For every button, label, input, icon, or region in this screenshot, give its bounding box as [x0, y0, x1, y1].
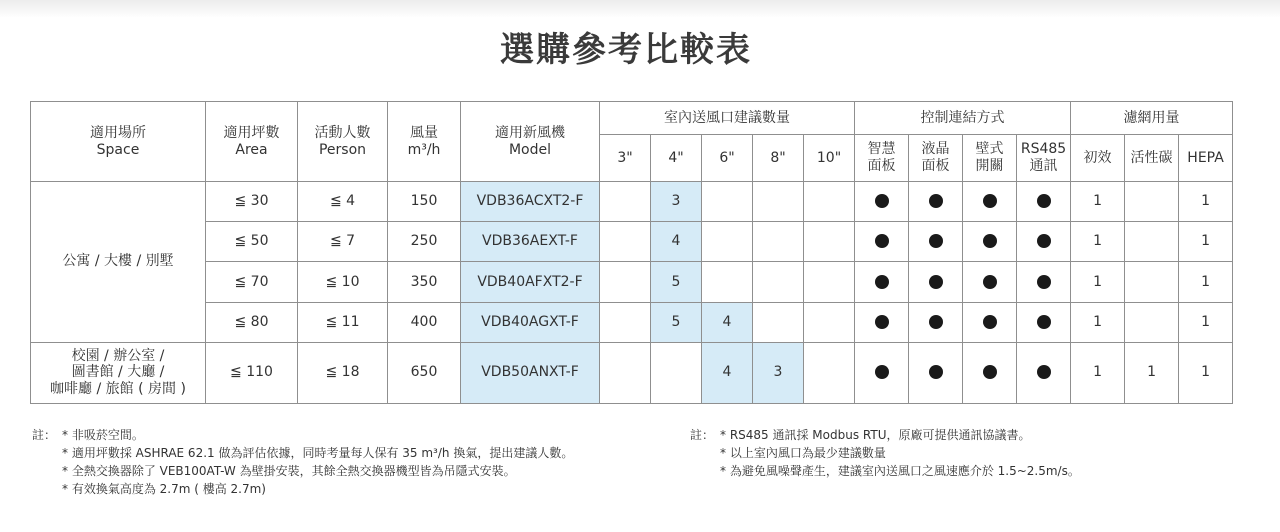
header-control-line: 壁式	[975, 141, 1004, 158]
control-cell	[909, 342, 963, 403]
outlet-cell: 4	[651, 222, 702, 262]
outlet-cell: 5	[651, 302, 702, 342]
control-cell	[909, 262, 963, 302]
airflow-cell: 150	[388, 182, 461, 222]
header-control-smart-panel	[855, 135, 909, 182]
outlet-cell	[600, 262, 651, 302]
dot-icon	[983, 194, 997, 208]
outlet-cell	[600, 302, 651, 342]
dot-icon	[875, 365, 889, 379]
outlet-cell	[753, 182, 804, 222]
dot-icon	[983, 275, 997, 289]
area-cell: ≦ 80	[206, 302, 298, 342]
dot-icon	[1037, 194, 1051, 208]
filter-cell: 1	[1071, 262, 1125, 302]
dot-icon	[983, 234, 997, 248]
header-control-rs485	[1017, 135, 1071, 182]
dot-icon	[983, 365, 997, 379]
person-cell: ≦ 7	[298, 222, 388, 262]
outlet-cell	[753, 302, 804, 342]
header-control-line: 面板	[867, 158, 896, 174]
header-control-line: 開關	[975, 158, 1004, 174]
dot-icon	[1037, 275, 1051, 289]
space-line: 咖啡廳 / 旅館 ( 房間 )	[50, 381, 186, 398]
table-row	[31, 302, 1233, 342]
note-item: * 適用坪數採 ASHRAE 62.1 做為評估依據，同時考量每人保有 35 m³/h 換氣，提出建議人數。	[62, 446, 574, 460]
header-control-wall-switch	[963, 135, 1017, 182]
header-airflow-unit: m³/h	[407, 141, 441, 158]
header-model-en: Model	[508, 141, 552, 158]
header-control-group: 控制連結方式	[855, 102, 1071, 135]
comparison-table	[30, 101, 1233, 404]
note-item: * 全熱交換器除了 VEB100AT-W 為壁掛安裝，其餘全熱交換器機型皆為吊隱式安裝。	[62, 464, 516, 478]
dot-icon	[1037, 365, 1051, 379]
control-cell	[855, 302, 909, 342]
filter-cell: 1	[1071, 302, 1125, 342]
dot-icon	[929, 234, 943, 248]
header-model	[461, 102, 600, 182]
space-cell	[31, 342, 206, 403]
filter-cell	[1125, 222, 1179, 262]
outlet-cell	[702, 182, 753, 222]
control-cell	[1017, 302, 1071, 342]
header-filter-group: 濾網用量	[1071, 102, 1233, 135]
header-outlets-group: 室內送風口建議數量	[600, 102, 855, 135]
outlet-cell	[702, 262, 753, 302]
airflow-cell: 250	[388, 222, 461, 262]
area-cell: ≦ 50	[206, 222, 298, 262]
header-airflow	[388, 102, 461, 182]
header-control-line: RS485	[1020, 141, 1067, 158]
dot-icon	[875, 315, 889, 329]
control-cell	[963, 302, 1017, 342]
outlet-cell: 3	[651, 182, 702, 222]
note-item: * 為避免風噪聲產生，建議室內送風口之風速應介於 1.5~2.5m/s。	[720, 464, 1080, 478]
model-cell: VDB40AFXT2-F	[461, 262, 600, 302]
top-shadow	[0, 0, 1280, 18]
header-outlet-size: 4"	[651, 135, 702, 182]
model-cell: VDB36AEXT-F	[461, 222, 600, 262]
filter-cell: 1	[1071, 182, 1125, 222]
note-item: * RS485 通訊採 Modbus RTU，原廠可提供通訊協議書。	[720, 428, 1031, 442]
header-control-lcd-panel	[909, 135, 963, 182]
header-control-line: 面板	[921, 158, 950, 174]
outlet-cell: 4	[702, 302, 753, 342]
space-line: 公寓 / 大樓 / 別墅	[62, 253, 174, 270]
control-cell	[1017, 262, 1071, 302]
control-cell	[963, 182, 1017, 222]
header-control-line: 液晶	[921, 141, 950, 158]
outlet-cell	[753, 222, 804, 262]
control-cell	[963, 342, 1017, 403]
outlet-cell	[804, 302, 855, 342]
header-outlet-size: 8"	[753, 135, 804, 182]
area-cell: ≦ 110	[206, 342, 298, 403]
control-cell	[909, 302, 963, 342]
control-cell	[1017, 222, 1071, 262]
model-cell: VDB40AGXT-F	[461, 302, 600, 342]
outlet-cell	[702, 222, 753, 262]
dot-icon	[929, 194, 943, 208]
dot-icon	[929, 315, 943, 329]
filter-cell: 1	[1179, 222, 1233, 262]
table-row	[31, 262, 1233, 302]
outlet-cell	[804, 182, 855, 222]
dot-icon	[1037, 234, 1051, 248]
control-cell	[855, 182, 909, 222]
filter-cell: 1	[1179, 262, 1233, 302]
airflow-cell: 650	[388, 342, 461, 403]
model-cell: VDB50ANXT-F	[461, 342, 600, 403]
control-cell	[855, 262, 909, 302]
dot-icon	[983, 315, 997, 329]
space-line: 圖書館 / 大廳 /	[71, 364, 165, 381]
outlet-cell	[600, 222, 651, 262]
table-row	[31, 222, 1233, 262]
person-cell: ≦ 10	[298, 262, 388, 302]
outlet-cell: 4	[702, 342, 753, 403]
note-item: * 以上室內風口為最少建議數量	[720, 446, 886, 460]
person-cell: ≦ 11	[298, 302, 388, 342]
notes-label: 註：	[690, 428, 715, 442]
header-area-en: Area	[235, 141, 268, 158]
control-cell	[1017, 342, 1071, 403]
note-item: * 非吸菸空間。	[62, 428, 144, 442]
header-space-en: Space	[96, 141, 140, 158]
note-item: * 有效換氣高度為 2.7m ( 樓高 2.7m)	[62, 482, 266, 496]
header-outlet-size: 10"	[804, 135, 855, 182]
filter-cell: 1	[1179, 302, 1233, 342]
control-cell	[963, 222, 1017, 262]
filter-cell	[1125, 262, 1179, 302]
area-cell: ≦ 30	[206, 182, 298, 222]
outlet-cell	[804, 342, 855, 403]
header-filter-hepa: HEPA	[1179, 135, 1233, 182]
outlet-cell: 3	[753, 342, 804, 403]
header-outlet-size: 3"	[600, 135, 651, 182]
header-control-line: 通訊	[1029, 158, 1058, 174]
outlet-cell	[753, 262, 804, 302]
header-control-line: 智慧	[867, 141, 896, 158]
outlet-cell	[804, 222, 855, 262]
filter-cell: 1	[1179, 182, 1233, 222]
header-filter-carbon: 活性碳	[1125, 135, 1179, 182]
table-row	[31, 342, 1233, 403]
header-space	[31, 102, 206, 182]
filter-cell	[1125, 182, 1179, 222]
header-area	[206, 102, 298, 182]
dot-icon	[875, 275, 889, 289]
header-person-zh: 活動人數	[314, 124, 371, 141]
person-cell: ≦ 4	[298, 182, 388, 222]
notes-label: 註：	[32, 428, 57, 442]
outlet-cell	[804, 262, 855, 302]
dot-icon	[929, 275, 943, 289]
filter-cell: 1	[1071, 342, 1125, 403]
dot-icon	[875, 234, 889, 248]
outlet-cell	[651, 342, 702, 403]
filter-cell: 1	[1179, 342, 1233, 403]
person-cell: ≦ 18	[298, 342, 388, 403]
header-area-zh: 適用坪數	[223, 124, 280, 141]
notes-left	[32, 426, 573, 498]
control-cell	[909, 182, 963, 222]
page-title: 選購參考比較表	[500, 30, 752, 70]
header-person	[298, 102, 388, 182]
outlet-cell: 5	[651, 262, 702, 302]
outlet-cell	[600, 182, 651, 222]
control-cell	[963, 262, 1017, 302]
space-cell	[31, 182, 206, 343]
space-line: 校園 / 辦公室 /	[71, 347, 165, 364]
control-cell	[909, 222, 963, 262]
airflow-cell: 350	[388, 262, 461, 302]
dot-icon	[875, 194, 889, 208]
model-cell: VDB36ACXT2-F	[461, 182, 600, 222]
dot-icon	[929, 365, 943, 379]
header-model-zh: 適用新風機	[495, 124, 565, 141]
header-filter-primary: 初效	[1071, 135, 1125, 182]
control-cell	[855, 342, 909, 403]
filter-cell	[1125, 302, 1179, 342]
control-cell	[1017, 182, 1071, 222]
filter-cell: 1	[1125, 342, 1179, 403]
header-outlet-size: 6"	[702, 135, 753, 182]
header-person-en: Person	[318, 141, 367, 158]
area-cell: ≦ 70	[206, 262, 298, 302]
airflow-cell: 400	[388, 302, 461, 342]
dot-icon	[1037, 315, 1051, 329]
notes-right	[690, 426, 1080, 480]
header-airflow-zh: 風量	[410, 124, 438, 141]
table-row	[31, 182, 1233, 222]
header-space-zh: 適用場所	[90, 124, 146, 141]
outlet-cell	[600, 342, 651, 403]
filter-cell: 1	[1071, 222, 1125, 262]
control-cell	[855, 222, 909, 262]
